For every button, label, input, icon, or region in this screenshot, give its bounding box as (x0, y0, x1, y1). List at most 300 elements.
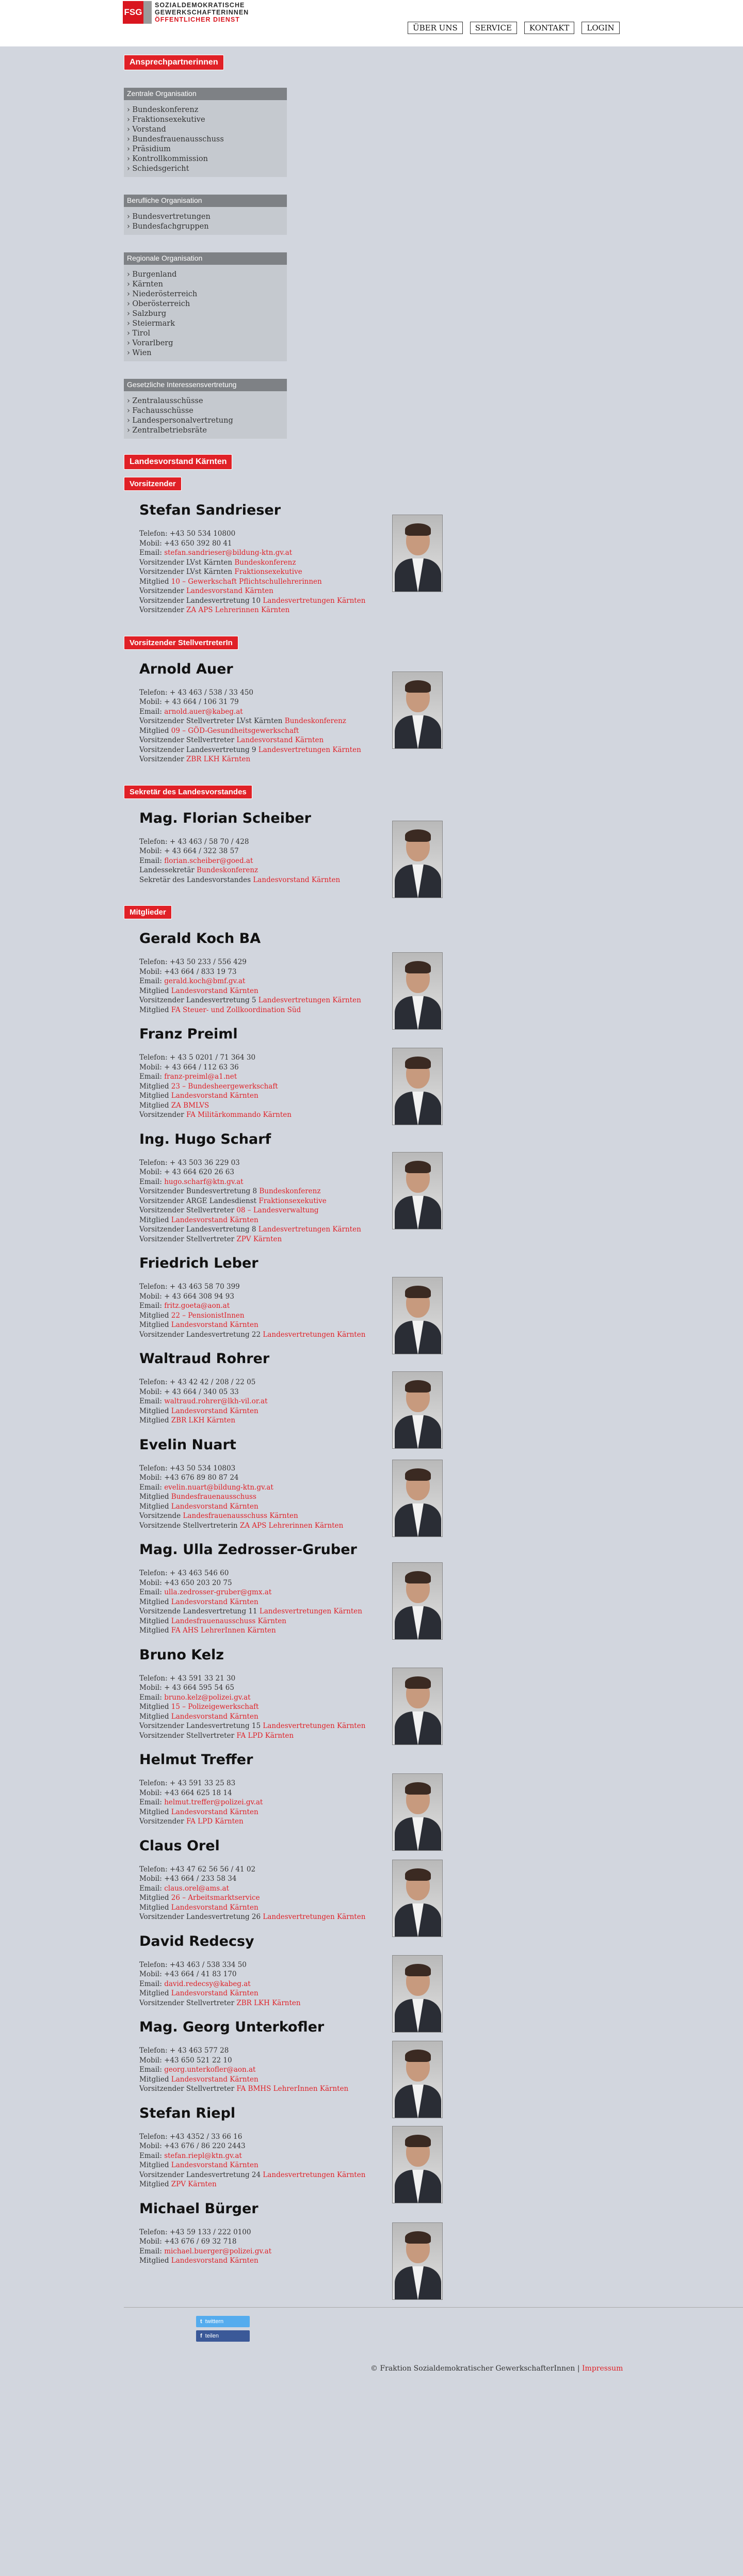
logo-abbr: FSG (123, 1, 143, 24)
photo-hair (405, 1868, 431, 1881)
detail-link[interactable]: ulla.zedrosser-gruber@gmx.at (164, 1588, 272, 1596)
menu-group-heading: Regionale Organisation (124, 252, 287, 265)
detail-text: Vorsitzender (139, 587, 186, 595)
person-name: Helmut Treffer (139, 1752, 253, 1768)
photo-hair (405, 1782, 431, 1795)
detail-link[interactable]: ZA APS Lehrerinnen Kärnten (186, 606, 290, 614)
detail-text: Mobil: +43 650 521 22 10 (139, 2056, 232, 2065)
detail-text: Email: (139, 2066, 165, 2074)
person-card-franz-preiml (139, 1026, 464, 1120)
detail-text: Telefon: + 43 42 42 / 208 / 22 05 (139, 1378, 256, 1386)
detail-text: Mobil: + 43 664 / 112 63 36 (139, 1063, 239, 1071)
detail-link[interactable]: ZPV Kärnten (236, 1235, 282, 1243)
person-photo (392, 1152, 443, 1229)
person-card-david-redecsy (139, 1933, 464, 2008)
detail-text: Mitglied (139, 1712, 171, 1721)
photo-hair (405, 1571, 431, 1583)
detail-link[interactable]: hugo.scharf@ktn.gv.at (164, 1177, 244, 1186)
detail-text: Vorsitzender Stellvertreter (139, 1235, 237, 1243)
detail-text: Email: (139, 977, 165, 985)
detail-link[interactable]: evelin.nuart@bildung-ktn.gv.at (164, 1483, 273, 1492)
detail-line (139, 596, 464, 606)
detail-text: Email: (139, 1302, 165, 1310)
detail-text: Email: (139, 1177, 165, 1186)
detail-link[interactable]: FA BMHS LehrerInnen Kärnten (236, 2085, 349, 2093)
menu-group-berufliche-organisation (124, 195, 287, 235)
menu-item-fachausschuesse[interactable]: › Fachausschüsse (127, 406, 284, 416)
detail-text: Telefon: + 43 591 33 25 83 (139, 1779, 236, 1787)
detail-link[interactable]: 10 – Gewerkschaft Pflichtschullehrerinnen (171, 577, 322, 586)
detail-text: Mitglied (139, 1502, 171, 1511)
board-sections (124, 477, 743, 2266)
menu-item-vorarlberg[interactable]: › Vorarlberg (127, 339, 284, 348)
menu-item-zentralbetriebsraete[interactable]: › Zentralbetriebsräte (127, 426, 284, 436)
person-name: Michael Bürger (139, 2200, 259, 2217)
detail-link[interactable]: 22 – PensionistInnen (171, 1311, 245, 1320)
detail-link[interactable]: ZBR LKH Kärnten (171, 1416, 236, 1425)
detail-link[interactable]: michael.buerger@polizei.gv.at (164, 2247, 272, 2255)
detail-link[interactable]: stefan.riepl@ktn.gv.at (164, 2151, 242, 2160)
person-card-mag-ulla-zedrosser-gruber (139, 1542, 464, 1636)
detail-text: Telefon: + 43 463 546 60 (139, 1569, 229, 1577)
detail-text: Vorsitzende Landesvertretung 11 (139, 1607, 260, 1615)
person-name: Mag. Florian Scheiber (139, 810, 311, 826)
person-photo (392, 1277, 443, 1354)
photo-hair (405, 1468, 431, 1481)
detail-text: Vorsitzender Stellvertreter (139, 1206, 237, 1214)
logo-line-2: GEWERKSCHAFTERINNEN (155, 9, 249, 16)
photo-hair (405, 1380, 431, 1393)
menu-item-niederoesterreich[interactable]: › Niederösterreich (127, 290, 284, 299)
detail-link[interactable]: Landesvorstand Kärnten (171, 986, 259, 995)
detail-text: Mobil: +43 664 / 41 83 170 (139, 1970, 237, 1978)
detail-text: Vorsitzender Bundesvertretung 8 (139, 1187, 260, 1195)
photo-hair (405, 2135, 431, 2147)
menu-item-burgenland[interactable]: › Burgenland (127, 270, 284, 280)
menu-group-zentrale-organisation (124, 88, 287, 177)
person-card-claus-orel (139, 1838, 464, 1922)
person-card-michael-buerger (139, 2201, 464, 2266)
detail-link[interactable]: helmut.treffer@polizei.gv.at (164, 1798, 263, 1806)
person-photo (392, 1668, 443, 1745)
detail-link[interactable]: bruno.kelz@polizei.gv.at (164, 1693, 251, 1702)
detail-link[interactable]: Bundeskonferenz (284, 717, 346, 725)
detail-text: Mobil: +43 664 625 18 14 (139, 1788, 232, 1797)
person-name: Gerald Koch BA (139, 931, 261, 947)
photo-hair (405, 1964, 431, 1976)
person-card-mag-florian-scheiber (139, 810, 464, 885)
menu-item-kontrollkommission[interactable]: › Kontrollkommission (127, 154, 284, 164)
detail-text: Vorsitzende Stellvertreterin (139, 1521, 240, 1530)
detail-link[interactable]: Landesvertretungen Kärnten (259, 1607, 362, 1615)
menu-item-landespersonalvertretung[interactable]: › Landespersonalvertretung (127, 416, 284, 426)
menu-group-regionale-organisation (124, 252, 287, 361)
detail-text: Email: (139, 549, 165, 557)
person-name: Mag. Ulla Zedrosser-Gruber (139, 1542, 357, 1558)
menu-item-bundesfachgruppen[interactable]: › Bundesfachgruppen (127, 222, 284, 232)
detail-link[interactable]: Fraktionsexekutive (259, 1196, 327, 1205)
detail-link[interactable]: FA LPD Kärnten (186, 1817, 244, 1826)
section-label: Sekretär des Landesvorstandes (124, 785, 252, 799)
photo-hair (405, 1676, 431, 1689)
detail-text: Mitglied (139, 1101, 171, 1110)
detail-text: Vorsitzender ARGE Landesdienst (139, 1196, 259, 1205)
menu-item-salzburg[interactable]: › Salzburg (127, 309, 284, 319)
detail-link[interactable]: Landesvorstand Kärnten (171, 1321, 259, 1329)
detail-link[interactable]: claus.orel@ams.at (164, 1884, 229, 1893)
detail-link[interactable]: Landesfrauenausschuss Kärnten (171, 1617, 286, 1625)
nav-service[interactable]: SERVICE (470, 22, 517, 34)
detail-text: Vorsitzender Landesvertretung 10 (139, 596, 263, 605)
menu-item-praesidium[interactable]: › Präsidium (127, 145, 284, 154)
detail-text: Mitglied (139, 1082, 171, 1091)
person-name: Evelin Nuart (139, 1436, 236, 1453)
person-photo (392, 952, 443, 1030)
organisation-menu (124, 88, 743, 439)
menu-item-tirol[interactable]: › Tirol (127, 329, 284, 339)
impressum-link[interactable]: Impressum (582, 2364, 623, 2373)
nav-kontakt[interactable]: KONTAKT (524, 22, 574, 34)
person-photo (392, 821, 443, 898)
detail-link[interactable]: Landesvertretungen Kärnten (263, 1330, 366, 1339)
detail-link[interactable]: FA AHS LehrerInnen Kärnten (171, 1626, 276, 1635)
detail-link[interactable]: Landesvorstand Kärnten (186, 587, 273, 595)
detail-link[interactable]: Bundeskonferenz (197, 866, 259, 874)
detail-link[interactable]: FA LPD Kärnten (236, 1731, 294, 1740)
section-label: Vorsitzender StellvertreterIn (124, 636, 238, 650)
detail-text: Email: (139, 1588, 165, 1596)
detail-text: Mobil: + 43 664 / 340 05 33 (139, 1387, 239, 1396)
menu-list (124, 207, 287, 235)
detail-link[interactable]: ZA BMLVS (171, 1101, 209, 1110)
fist-icon (143, 1, 152, 24)
person-name: Ing. Hugo Scharf (139, 1131, 271, 1147)
detail-link[interactable]: Landesvorstand Kärnten (171, 1092, 259, 1100)
detail-text: Mitglied (139, 1092, 171, 1100)
person-name: Stefan Sandrieser (139, 502, 281, 518)
person-name: Waltraud Rohrer (139, 1351, 270, 1367)
detail-text: Email: (139, 1798, 165, 1806)
detail-link[interactable]: Landesvertretungen Kärnten (258, 1225, 361, 1234)
photo-hair (405, 680, 431, 693)
nav-login[interactable]: LOGIN (582, 22, 619, 34)
detail-link[interactable]: Landesvorstand Kärnten (171, 1406, 259, 1415)
detail-text: Mitglied (139, 2075, 171, 2084)
detail-line (139, 755, 464, 764)
copyright (370, 2364, 623, 2373)
detail-text: Vorsitzender Stellvertreter (139, 1731, 237, 1740)
header (0, 0, 743, 46)
photo-hair (405, 2231, 431, 2244)
detail-link[interactable]: ZA APS Lehrerinnen Kärnten (239, 1521, 344, 1530)
detail-text: Telefon: + 43 463 / 538 / 33 450 (139, 688, 254, 697)
person-name: David Redecsy (139, 1933, 254, 1949)
nav-ueber-uns[interactable]: ÜBER UNS (408, 22, 463, 34)
detail-text: Vorsitzender Stellvertreter (139, 736, 237, 744)
detail-text: Mitglied (139, 1626, 171, 1635)
detail-text: Mitglied (139, 1493, 171, 1501)
detail-link[interactable]: gerald.koch@bmf.gv.at (164, 977, 246, 985)
menu-item-wien[interactable]: › Wien (127, 348, 284, 358)
detail-text: Vorsitzender LVst Kärnten (139, 558, 235, 567)
detail-link[interactable]: fritz.goeta@aon.at (164, 1302, 230, 1310)
detail-text: Telefon: +43 47 62 56 56 / 41 02 (139, 1865, 256, 1874)
person-name: Mag. Georg Unterkofler (139, 2019, 325, 2035)
detail-link[interactable]: Landesvertretungen Kärnten (263, 1722, 366, 1730)
detail-text: Landessekretär (139, 866, 197, 874)
detail-text: Vorsitzender Landesvertretung 15 (139, 1722, 263, 1730)
detail-link[interactable]: Landesvertretungen Kärnten (263, 596, 366, 605)
detail-text: Mobil: +43 650 392 80 41 (139, 539, 232, 548)
person-card-ing-hugo-scharf (139, 1131, 464, 1244)
detail-link[interactable]: ZPV Kärnten (171, 2180, 217, 2188)
detail-text: Email: (139, 856, 165, 865)
detail-text: Mitglied (139, 1416, 171, 1425)
detail-link[interactable]: Landesvorstand Kärnten (171, 1502, 259, 1511)
detail-text: Vorsitzender Stellvertreter (139, 1998, 237, 2007)
detail-line (139, 605, 464, 615)
photo-hair (405, 961, 431, 973)
person-card-mag-georg-unterkofler (139, 2019, 464, 2094)
detail-text: Vorsitzender (139, 1111, 186, 1119)
detail-text: Mobil: + 43 664 / 106 31 79 (139, 698, 239, 706)
person-card-arnold-auer (139, 661, 464, 764)
section-vorsitzender (124, 477, 743, 491)
detail-text: Mitglied (139, 1807, 171, 1816)
person-photo (392, 1048, 443, 1125)
detail-text: Email: (139, 2247, 165, 2255)
detail-text: Mitglied (139, 2257, 171, 2265)
menu-item-zentralausschuesse[interactable]: › Zentralausschüsse (127, 396, 284, 406)
detail-link[interactable]: 09 – GÖD-Gesundheitsgewerkschaft (171, 726, 299, 735)
detail-text: Telefon: +43 4352 / 33 66 16 (139, 2132, 243, 2141)
page-title: Landesvorstand Kärnten (124, 454, 232, 470)
section-sekretaer-des-landesvorstandes (124, 785, 743, 799)
detail-link[interactable]: 26 – Arbeitsmarktservice (171, 1894, 260, 1902)
detail-text: Mitglied (139, 726, 171, 735)
detail-link[interactable]: stefan.sandrieser@bildung-ktn.gv.at (164, 549, 293, 557)
detail-link[interactable]: Landesvertretungen Kärnten (258, 996, 361, 1004)
menu-item-bundeskonferenz[interactable]: › Bundeskonferenz (127, 105, 284, 115)
twitter-share-button[interactable] (196, 2316, 250, 2327)
person-photo (392, 515, 443, 592)
section-label: Vorsitzender (124, 477, 182, 491)
detail-text: Telefon: +43 50 233 / 556 429 (139, 958, 247, 966)
detail-text: Mitglied (139, 577, 171, 586)
photo-hair (405, 2050, 431, 2062)
detail-link[interactable]: ZBR LKH Kärnten (236, 1998, 301, 2007)
detail-link[interactable]: Bundesfrauenausschuss (171, 1493, 256, 1501)
detail-text: Email: (139, 1884, 165, 1893)
main-nav (408, 22, 620, 34)
detail-link[interactable]: Landesvorstand Kärnten (171, 2257, 259, 2265)
detail-link[interactable]: Landesvorstand Kärnten (171, 2161, 259, 2169)
person-photo (392, 1460, 443, 1537)
detail-link[interactable]: Landesfrauenausschuss Kärnten (183, 1512, 298, 1520)
menu-item-oberoesterreich[interactable]: › Oberösterreich (127, 299, 284, 309)
sidebar-title: Ansprechpartnerinnen (124, 55, 224, 70)
fsg-logo-mark (123, 1, 152, 24)
person-card-evelin-nuart (139, 1437, 464, 1531)
detail-link[interactable]: Landesvorstand Kärnten (171, 1215, 259, 1224)
detail-text: Telefon: +43 50 534 10803 (139, 1464, 236, 1473)
detail-link[interactable]: florian.scheiber@goed.at (164, 856, 253, 865)
detail-text: Email: (139, 1979, 165, 1988)
logo-line-1: SOZIALDEMOKRATISCHE (155, 2, 245, 9)
detail-text: Mobil: +43 676 / 86 220 2443 (139, 2142, 246, 2150)
menu-group-heading: Berufliche Organisation (124, 195, 287, 207)
photo-hair (405, 1057, 431, 1069)
person-photo (392, 1860, 443, 1937)
detail-text: Telefon: + 43 5 0201 / 71 364 30 (139, 1053, 256, 1062)
menu-item-schiedsgericht[interactable]: › Schiedsgericht (127, 164, 284, 174)
detail-link[interactable]: FA Steuer- und Zollkoordination Süd (171, 1005, 301, 1014)
twitter-share-label: twittern (205, 2318, 224, 2325)
detail-link[interactable]: Landesvorstand Kärnten (171, 1807, 259, 1816)
detail-text: Mobil: +43 676 89 80 87 24 (139, 1474, 239, 1482)
detail-link[interactable]: 15 – Polizeigewerkschaft (171, 1703, 259, 1711)
detail-text: Mobil: + 43 664 / 322 38 57 (139, 847, 239, 855)
detail-link[interactable]: Landesvorstand Kärnten (171, 1989, 259, 1997)
photo-hair (405, 1286, 431, 1298)
person-card-bruno-kelz (139, 1647, 464, 1741)
detail-link[interactable]: Landesvertretungen Kärnten (263, 1913, 366, 1921)
detail-text: Mitglied (139, 986, 171, 995)
detail-link[interactable]: 08 – Landesverwaltung (236, 1206, 319, 1214)
detail-link[interactable]: Landesvorstand Kärnten (171, 1712, 259, 1721)
detail-link[interactable]: Bundeskonferenz (259, 1187, 321, 1195)
menu-item-vorstand[interactable]: › Vorstand (127, 125, 284, 135)
detail-text: Mobil: +43 664 / 833 19 73 (139, 967, 237, 976)
detail-text: Mitglied (139, 2161, 171, 2169)
detail-text: Telefon: +43 59 133 / 222 0100 (139, 2228, 251, 2236)
detail-text: Vorsitzender LVst Kärnten (139, 568, 235, 576)
detail-text: Sekretär des Landesvorstandes (139, 875, 253, 884)
detail-link[interactable]: ZBR LKH Kärnten (186, 755, 251, 763)
person-card-waltraud-rohrer (139, 1351, 464, 1426)
detail-link[interactable]: arnold.auer@kabeg.at (164, 707, 243, 716)
detail-text: Vorsitzender (139, 606, 186, 614)
detail-link[interactable]: Landesvorstand Kärnten (236, 736, 324, 744)
person-photo (392, 2222, 443, 2300)
detail-text: Vorsitzender (139, 1817, 186, 1826)
detail-text: Email: (139, 1397, 165, 1405)
detail-text: Telefon: + 43 463 / 58 70 / 428 (139, 837, 249, 846)
detail-text: Vorsitzender Stellvertreter (139, 2085, 237, 2093)
detail-link[interactable]: georg.unterkofler@aon.at (164, 2066, 256, 2074)
detail-link[interactable]: Landesvorstand Kärnten (171, 1903, 259, 1912)
menu-item-bundesfrauenausschuss[interactable]: › Bundesfrauenausschuss (127, 135, 284, 145)
detail-text: Mitglied (139, 1215, 171, 1224)
facebook-share-label: teilen (205, 2332, 219, 2339)
photo-hair (405, 829, 431, 842)
detail-link[interactable]: FA Militärkommando Kärnten (186, 1111, 292, 1119)
logo-line-3: ÖFFENTLICHER DIENST (155, 16, 240, 23)
menu-group-heading: Gesetzliche Interessensvertretung (124, 379, 287, 391)
detail-link[interactable]: Bundeskonferenz (234, 558, 296, 567)
person-card-helmut-treffer (139, 1752, 464, 1827)
detail-text: Mitglied (139, 1894, 171, 1902)
detail-text: Mobil: + 43 664 308 94 93 (139, 1292, 234, 1301)
detail-link[interactable]: Landesvertretungen Kärnten (263, 2170, 366, 2179)
person-card-stefan-sandrieser (139, 502, 464, 615)
detail-text: Mitglied (139, 1703, 171, 1711)
menu-item-fraktionsexekutive[interactable]: › Fraktionsexekutive (127, 115, 284, 125)
detail-text: Mitglied (139, 2180, 171, 2188)
section-mitglieder (124, 905, 743, 919)
detail-text: Vorsitzender Landesvertretung 9 (139, 745, 259, 754)
copyright-text: © Fraktion Sozialdemokratischer GewerkschafterInnen | (370, 2364, 580, 2373)
detail-text: Mobil: +43 664 / 233 58 34 (139, 1875, 237, 1883)
detail-text: Telefon: +43 50 534 10800 (139, 530, 236, 538)
person-name: Stefan Riepl (139, 2105, 236, 2121)
detail-link[interactable]: Landesvorstand Kärnten (171, 1597, 259, 1606)
menu-item-kaernten[interactable]: › Kärnten (127, 280, 284, 290)
twitter-icon: t (200, 2318, 202, 2325)
detail-text: Mitglied (139, 1989, 171, 1997)
menu-item-bundesvertretungen[interactable]: › Bundesvertretungen (127, 212, 284, 222)
menu-list (124, 391, 287, 439)
detail-text: Email: (139, 707, 165, 716)
detail-text: Vorsitzender Landesvertretung 26 (139, 1913, 263, 1921)
detail-text: Vorsitzender Stellvertreter LVst Kärnten (139, 717, 285, 725)
detail-link[interactable]: Landesvorstand Kärnten (171, 2075, 259, 2084)
section-vorsitzender-stellvertreterin (124, 636, 743, 650)
menu-list (124, 265, 287, 361)
detail-text: Vorsitzende (139, 1512, 183, 1520)
detail-link[interactable]: Landesvertretungen Kärnten (258, 745, 361, 754)
person-name: Friedrich Leber (139, 1255, 259, 1271)
main-content (0, 46, 743, 2524)
menu-group-gesetzliche-interessensvertretung (124, 379, 287, 439)
person-card-friedrich-leber (139, 1255, 464, 1339)
detail-text: Mobil: +43 676 / 69 32 718 (139, 2237, 237, 2246)
detail-text: Vorsitzender Landesvertretung 22 (139, 1330, 263, 1339)
photo-hair (405, 523, 431, 536)
detail-text: Email: (139, 1693, 165, 1702)
detail-link[interactable]: 23 – Bundesheergewerkschaft (171, 1082, 278, 1091)
person-name: Bruno Kelz (139, 1646, 224, 1663)
detail-link[interactable]: franz-preiml@a1.net (164, 1073, 237, 1081)
detail-text: Vorsitzender (139, 755, 186, 763)
detail-text: Email: (139, 1483, 165, 1492)
person-name: Arnold Auer (139, 661, 233, 677)
detail-text: Vorsitzender Landesvertretung 5 (139, 996, 259, 1004)
photo-hair (405, 1161, 431, 1173)
detail-text: Telefon: + 43 503 36 229 03 (139, 1158, 240, 1167)
detail-link[interactable]: waltraud.rohrer@lkh-vil.or.at (164, 1397, 268, 1405)
person-card-gerald-koch-ba (139, 931, 464, 1015)
menu-list (124, 100, 287, 177)
detail-link[interactable]: Fraktionsexekutive (234, 568, 302, 576)
detail-text: Mitglied (139, 1617, 171, 1625)
fsg-logo[interactable] (123, 1, 249, 24)
detail-text: Mitglied (139, 1903, 171, 1912)
detail-line (139, 1235, 464, 1244)
detail-text: Telefon: + 43 463 58 70 399 (139, 1283, 240, 1291)
menu-item-steiermark[interactable]: › Steiermark (127, 319, 284, 329)
facebook-share-button[interactable] (196, 2330, 250, 2342)
detail-text: Mobil: + 43 664 595 54 65 (139, 1684, 234, 1692)
detail-text: Mobil: + 43 664 620 26 63 (139, 1168, 234, 1176)
person-card-stefan-riepl (139, 2105, 464, 2189)
person-photo (392, 2126, 443, 2203)
detail-text: Telefon: + 43 463 577 28 (139, 2046, 229, 2055)
detail-link[interactable]: Landesvorstand Kärnten (253, 875, 341, 884)
detail-link[interactable]: david.redecsy@kabeg.at (164, 1979, 251, 1988)
person-name: Claus Orel (139, 1837, 220, 1854)
detail-text: Vorsitzender Landesvertretung 8 (139, 1225, 259, 1234)
